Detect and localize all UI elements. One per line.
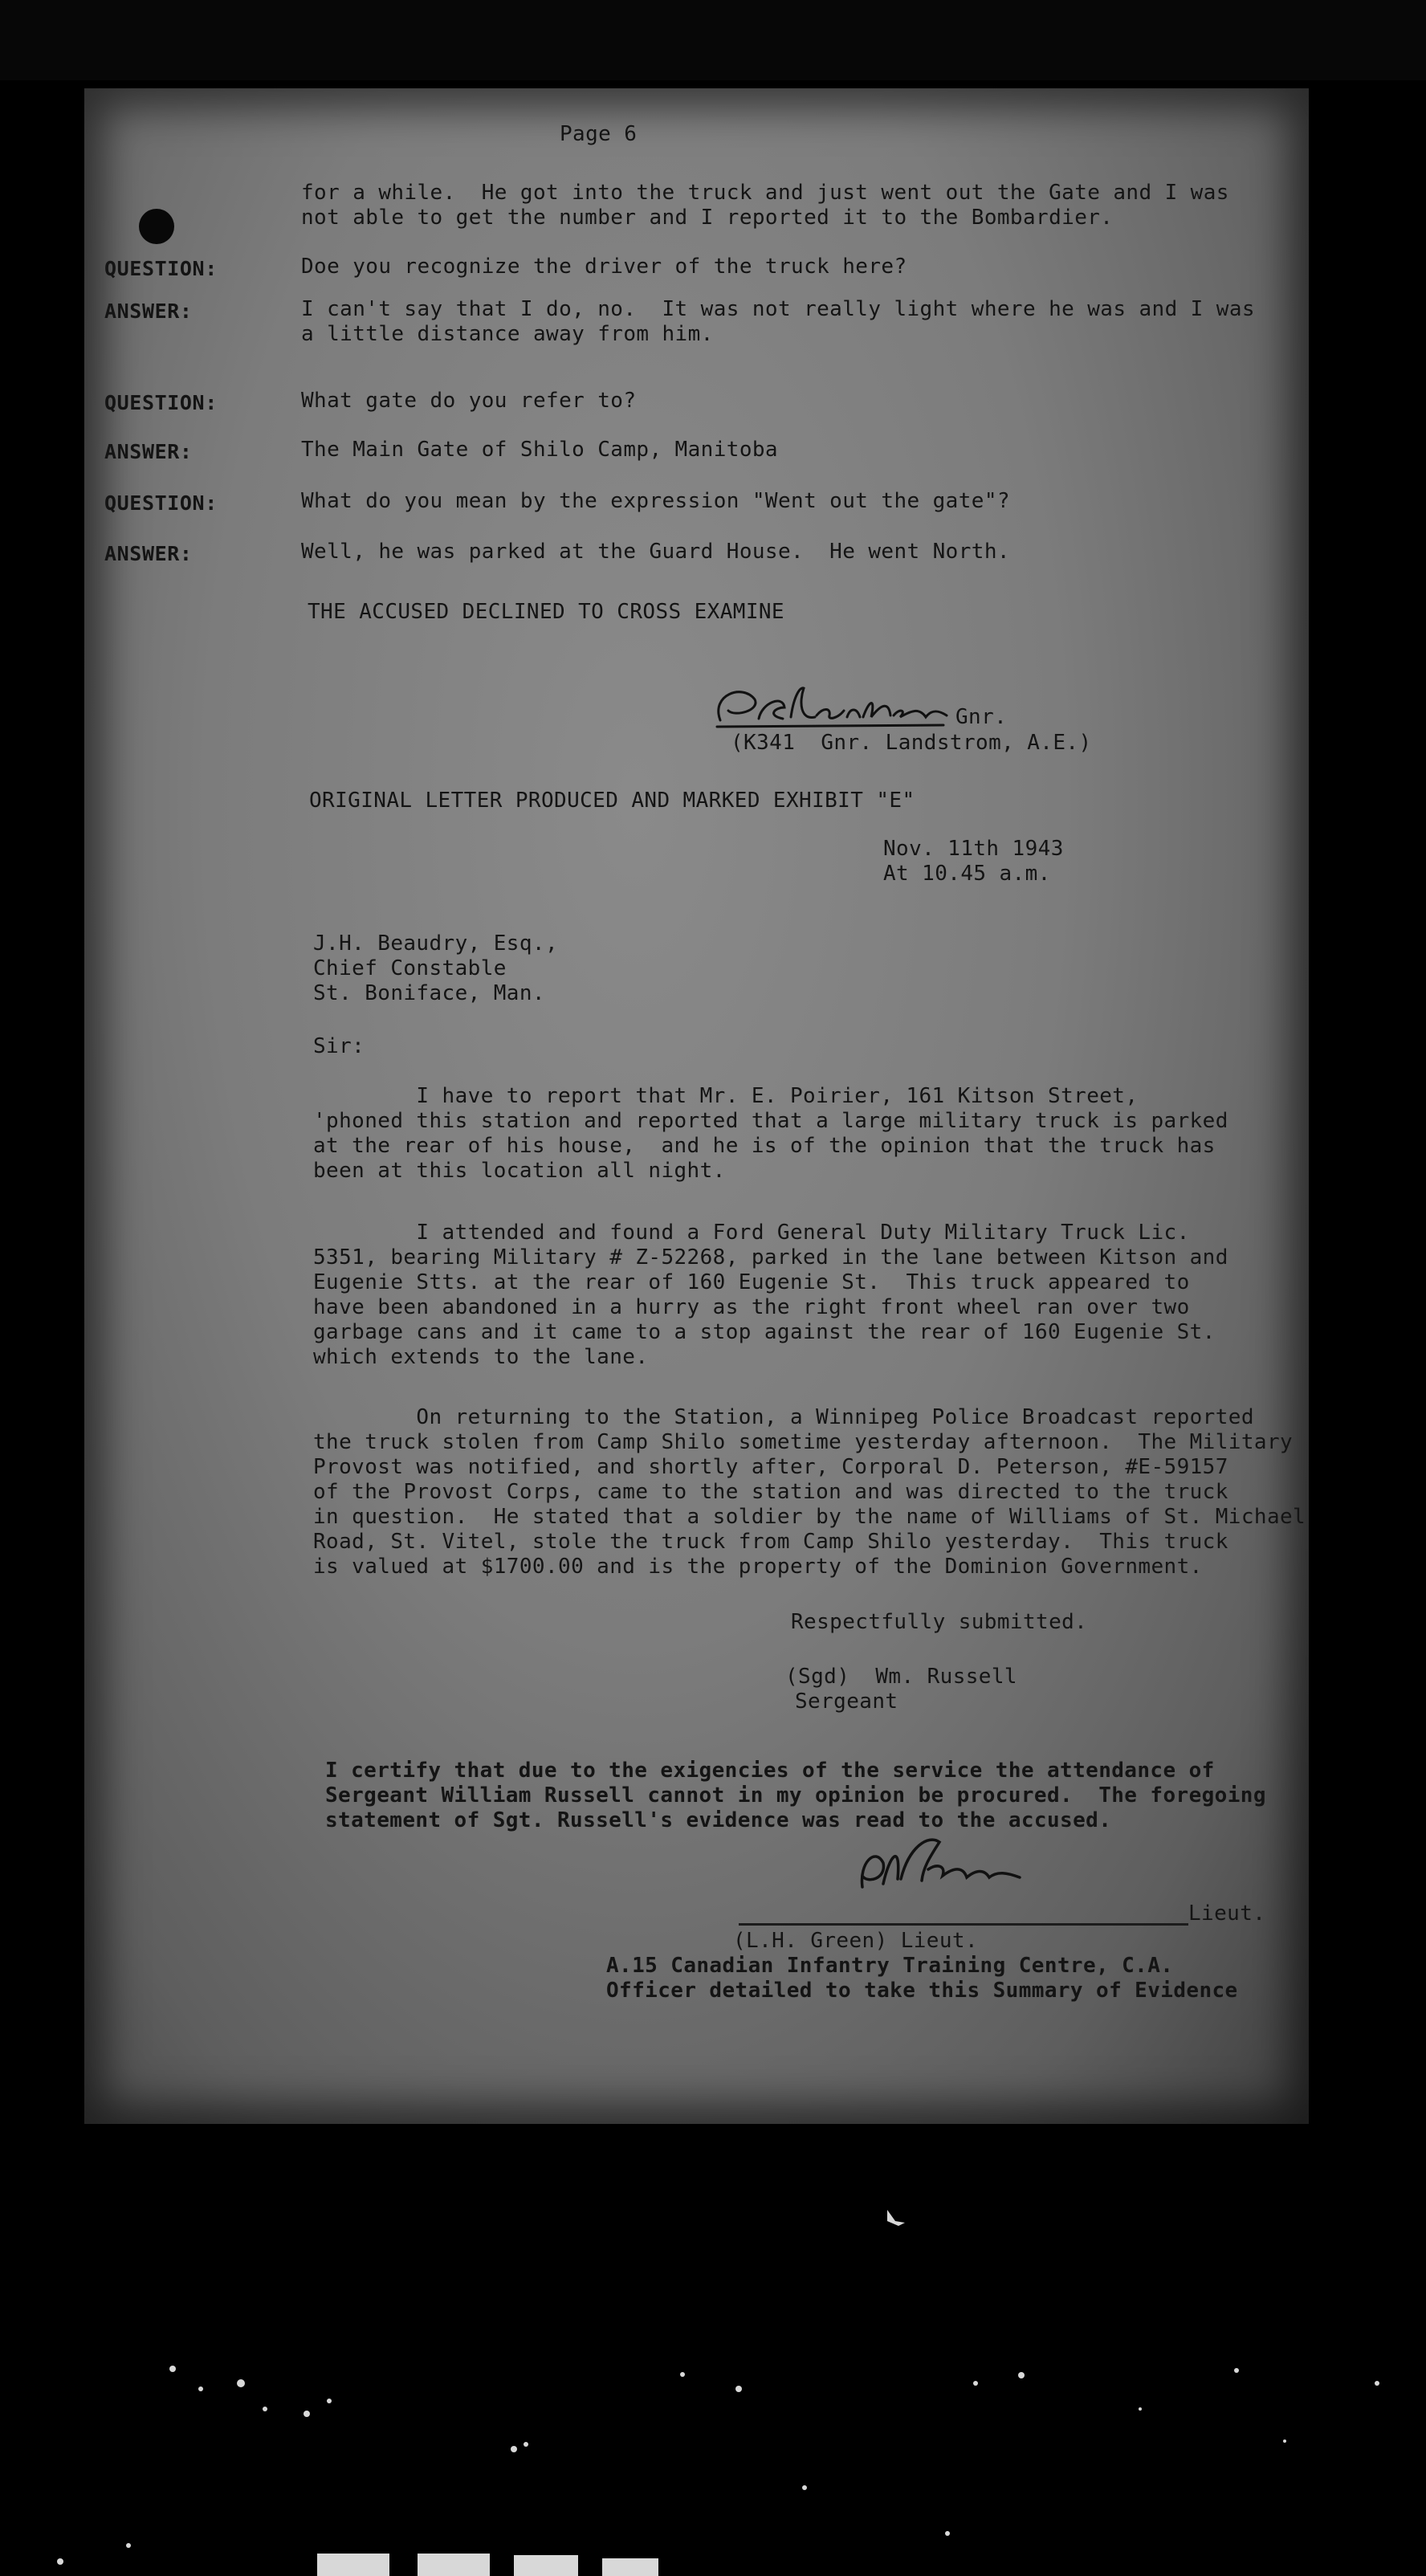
- question-label: QUESTION:: [104, 491, 218, 515]
- letter-line: which extends to the lane.: [313, 1345, 649, 1369]
- question-label: QUESTION:: [104, 257, 218, 280]
- exhibit-line: ORIGINAL LETTER PRODUCED AND MARKED EXHIBIT "E": [309, 789, 915, 813]
- signer-rank: Sergeant: [795, 1689, 898, 1714]
- closing: Respectfully submitted.: [791, 1610, 1088, 1634]
- answer-label: ANSWER:: [104, 542, 193, 565]
- page-header: Page 6: [560, 122, 638, 146]
- film-border: [0, 0, 1426, 80]
- cross-examine-note: THE ACCUSED DECLINED TO CROSS EXAMINE: [308, 600, 784, 624]
- witness-typed-name: (K341 Gnr. Landstrom, A.E.): [731, 731, 1092, 755]
- certification-line: Sergeant William Russell cannot in my opinion be procured. The foregoing: [325, 1783, 1266, 1808]
- letter-line: Eugenie Stts. at the rear of 160 Eugenie St. This truck appeared to: [313, 1270, 1190, 1294]
- testimony-line: for a while. He got into the truck and just went out the Gate and I was: [301, 181, 1229, 205]
- letter-line: I attended and found a Ford General Duty Military Truck Lic.: [313, 1221, 1190, 1245]
- document-page: [84, 88, 1309, 2124]
- testimony-line: What do you mean by the expression "Went out the gate"?: [301, 489, 1010, 513]
- testimony-line: Doe you recognize the driver of the truck here?: [301, 255, 907, 279]
- salutation: Sir:: [313, 1034, 365, 1058]
- certification-line: I certify that due to the exigencies of the service the attendance of: [325, 1759, 1215, 1783]
- question-label: QUESTION:: [104, 391, 218, 414]
- letter-line: Road, St. Vitel, stole the truck from Camp Shilo yesterday. This truck: [313, 1530, 1228, 1554]
- officer-typed-name: (L.H. Green) Lieut.: [733, 1929, 979, 1953]
- letter-date: Nov. 11th 1943: [883, 837, 1064, 861]
- letter-line: Provost was notified, and shortly after, Corporal D. Peterson, #E-59157: [313, 1455, 1228, 1479]
- letter-line: 5351, bearing Military # Z-52268, parked in the lane between Kitson and: [313, 1245, 1228, 1270]
- testimony-line: not able to get the number and I reported it to the Bombardier.: [301, 206, 1114, 230]
- signed-line: (Sgd) Wm. Russell: [785, 1665, 1017, 1689]
- officer-unit: A.15 Canadian Infantry Training Centre, C.A.: [606, 1954, 1174, 1978]
- testimony-line: a little distance away from him.: [301, 322, 714, 346]
- letter-line: the truck stolen from Camp Shilo sometime yesterday afternoon. The Military: [313, 1430, 1294, 1454]
- letter-line: I have to report that Mr. E. Poirier, 161 Kitson Street,: [313, 1084, 1139, 1108]
- testimony-line: What gate do you refer to?: [301, 389, 637, 413]
- addressee-line: J.H. Beaudry, Esq.,: [313, 931, 559, 956]
- letter-line: in question. He stated that a soldier by the name of Williams of St. Michael: [313, 1505, 1306, 1529]
- letter-line: 'phoned this station and reported that a large military truck is parked: [313, 1109, 1228, 1133]
- answer-label: ANSWER:: [104, 440, 193, 463]
- answer-label: ANSWER:: [104, 300, 193, 323]
- letter-line: is valued at $1700.00 and is the property of the Dominion Government.: [313, 1555, 1203, 1579]
- officer-signature: [851, 1831, 1028, 1895]
- addressee-line: St. Boniface, Man.: [313, 981, 545, 1005]
- testimony-line: Well, he was parked at the Guard House. He went North.: [301, 540, 1010, 564]
- testimony-line: The Main Gate of Shilo Camp, Manitoba: [301, 438, 778, 462]
- letter-line: have been abandoned in a hurry as the right front wheel ran over two: [313, 1295, 1190, 1319]
- letter-line: at the rear of his house, and he is of the opinion that the truck has: [313, 1134, 1216, 1158]
- punch-hole: [139, 209, 174, 244]
- letter-line: of the Provost Corps, came to the station and was directed to the truck: [313, 1480, 1228, 1504]
- officer-role: Officer detailed to take this Summary of Evidence: [606, 1979, 1238, 2003]
- letter-line: garbage cans and it came to a stop against the rear of 160 Eugenie St.: [313, 1320, 1216, 1344]
- witness-rank: Gnr.: [955, 705, 1008, 729]
- certification-line: statement of Sgt. Russell's evidence was read to the accused.: [325, 1808, 1112, 1832]
- signature-rule: [739, 1923, 1188, 1926]
- letter-time: At 10.45 a.m.: [883, 862, 1051, 886]
- letter-line: On returning to the Station, a Winnipeg Police Broadcast reported: [313, 1405, 1254, 1429]
- film-specks: [0, 2168, 1426, 2576]
- addressee-line: Chief Constable: [313, 956, 507, 980]
- officer-rank: Lieut.: [1188, 1901, 1266, 1926]
- testimony-line: I can't say that I do, no. It was not really light where he was and I was: [301, 297, 1255, 321]
- witness-signature: [711, 679, 951, 735]
- letter-line: been at this location all night.: [313, 1159, 726, 1183]
